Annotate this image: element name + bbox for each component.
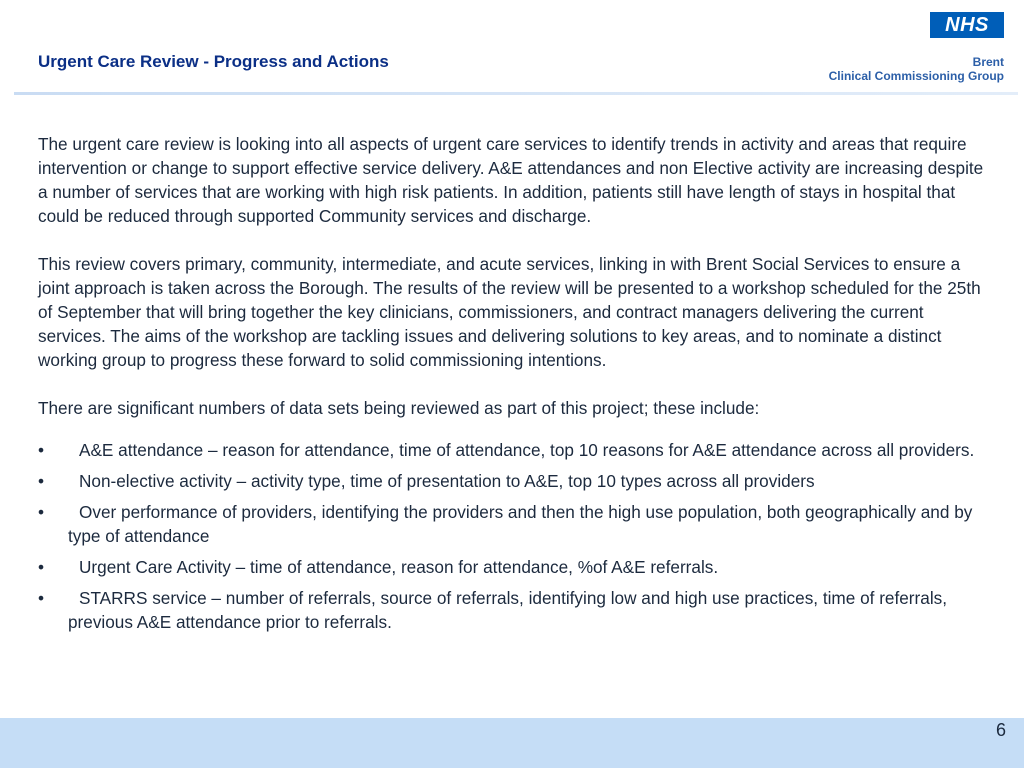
org-name-line1: Brent: [972, 55, 1004, 69]
paragraph-overview: The urgent care review is looking into all aspects of urgent care services to identify trends in activity and areas that require intervention or change to support effective service delivery. A&E attendances and non Elective activity are increasing despite a number of services that are working with high risk patients. In addition, patients still have length of stays in hospital that could be reduced through supported Community services and discharge.: [38, 134, 984, 226]
slide-title: Urgent Care Review - Progress and Actions: [38, 52, 389, 71]
bullet-icon: •: [38, 502, 45, 522]
bullet-icon: •: [38, 471, 45, 491]
list-item: [38, 555, 988, 579]
paragraph-datasets-intro: There are significant numbers of data sets being reviewed as part of this project; these include:: [38, 398, 760, 418]
list-item: [38, 469, 988, 493]
footer-band: [0, 718, 1024, 768]
list-item: [38, 438, 988, 462]
list-item-text: STARRS service – number of referrals, source of referrals, identifying low and high use practices, time of referrals, previous A&E attendance prior to referrals.: [68, 588, 948, 632]
list-item-text: Urgent Care Activity – time of attendance, reason for attendance, %of A&E referrals.: [79, 557, 719, 577]
list-item-text: A&E attendance – reason for attendance, time of attendance, top 10 reasons for A&E attendance across all providers.: [79, 440, 975, 460]
org-name-line2: Clinical Commissioning Group: [828, 69, 1004, 83]
header-divider: [14, 92, 1018, 95]
dataset-list: [38, 438, 988, 634]
list-item-text: Over performance of providers, identifying the providers and then the high use population, both geographically and by type of attendance: [68, 502, 973, 546]
page-number: 6: [995, 720, 1006, 740]
slide-body: [38, 132, 988, 641]
paragraph-scope: This review covers primary, community, intermediate, and acute services, linking in with Brent Social Services to ensure a joint approach is taken across the Borough. The results of the review will be presented to a workshop scheduled for the 25th of September that will bring together the key clinicians, commissioners, and contract managers delivering the current services. The aims of the workshop are tackling issues and delivering solutions to key areas, and to nominate a distinct working group to progress these forward to solid commissioning intentions.: [38, 254, 981, 370]
bullet-icon: •: [38, 557, 45, 577]
bullet-icon: •: [38, 440, 45, 460]
bullet-icon: •: [38, 588, 45, 608]
list-item: [38, 500, 988, 548]
list-item: [38, 586, 988, 634]
list-item-text: Non-elective activity – activity type, time of presentation to A&E, top 10 types across all providers: [79, 471, 815, 491]
nhs-logo: NHS: [930, 12, 1004, 38]
org-name: [829, 55, 1004, 83]
